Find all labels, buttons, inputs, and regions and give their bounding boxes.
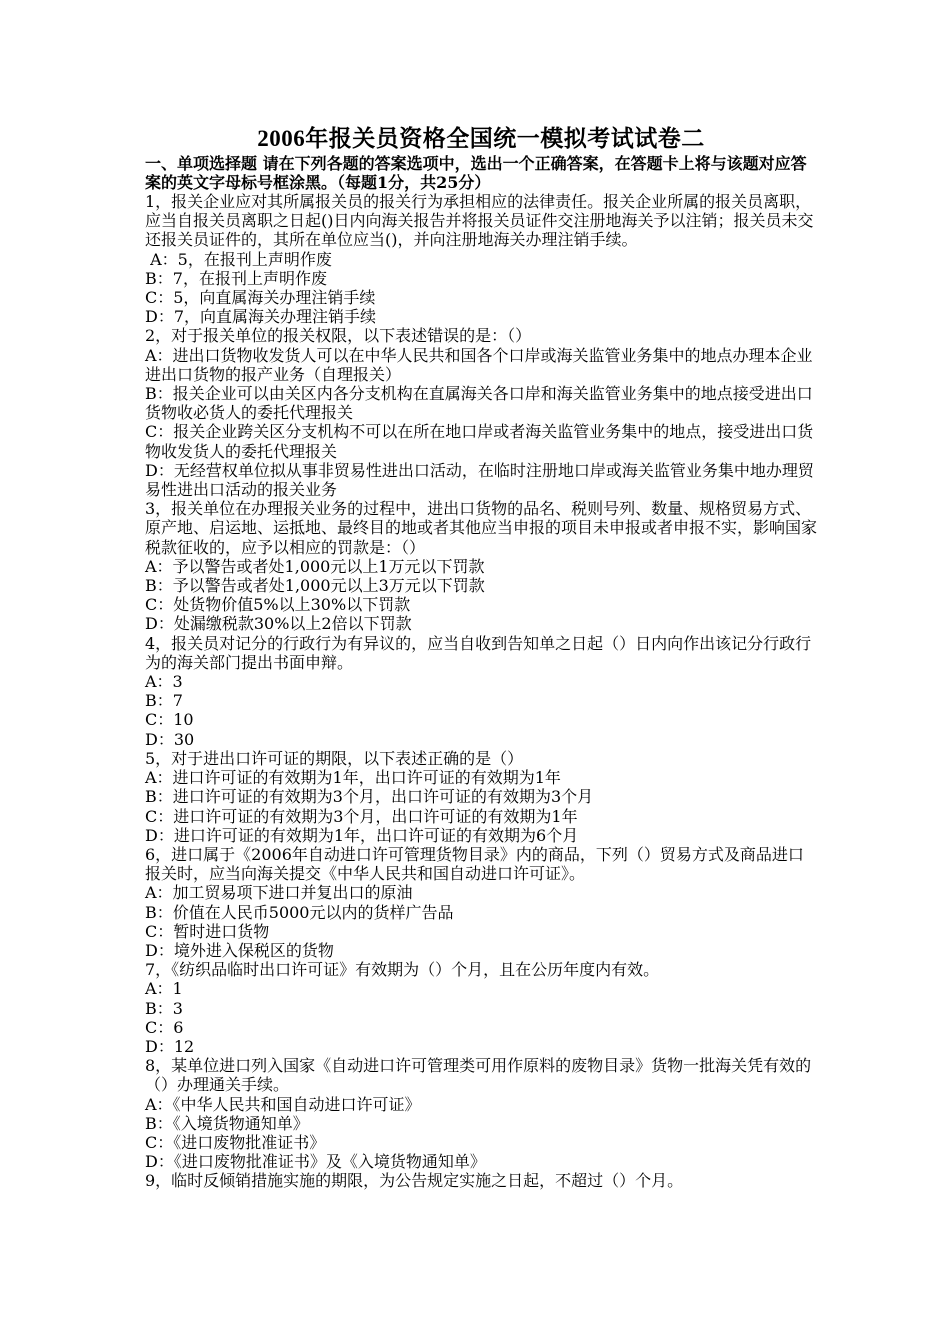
question-stem: 7，《纺织品临时出口许可证》有效期为（）个月，且在公历年度内有效。 xyxy=(145,960,660,980)
answer-option: B：报关企业可以由关区内各分支机构在直属海关各口岸和海关监管业务集中的地点接受进出口货物收必货人的委托代理报关 xyxy=(145,384,813,423)
question-8 xyxy=(145,1056,817,1171)
answer-option: C：报关企业跨关区分支机构不可以在所在地口岸或者海关监管业务集中的地点，接受进出口货物收发货人的委托代理报关 xyxy=(145,422,814,461)
document-title: 2006年报关员资格全国统一模拟考试试卷二 xyxy=(257,126,705,151)
question-stem: 3，报关单位在办理报关业务的过程中，进出口货物的品名、税则号列、数量、规格贸易方式、原产地、启运地、运抵地、最终目的地或者其他应当申报的项目未申报或者申报不实，影响国家税款征收的，应予以相应的罚款是：（） xyxy=(145,499,818,557)
answer-option: A：5，在报刊上声明作废 xyxy=(145,249,332,269)
answer-option: B：3 xyxy=(145,998,183,1018)
question-6 xyxy=(145,845,817,960)
question-list xyxy=(145,192,817,1191)
answer-option: B：《入境货物通知单》 xyxy=(145,1113,309,1133)
answer-option: B：7，在报刊上声明作废 xyxy=(145,268,327,288)
answer-option: C：6 xyxy=(145,1017,184,1037)
question-stem: 6，进口属于《2006年自动进口许可管理货物目录》内的商品，下列（）贸易方式及商品进口报关时，应当向海关提交《中华人民共和国自动进口许可证》。 xyxy=(145,844,804,884)
answer-option: C：5，向直属海关办理注销手续 xyxy=(145,288,376,308)
question-2 xyxy=(145,326,817,499)
question-4 xyxy=(145,634,817,749)
question-stem: 4，报关员对记分的行政行为有异议的，应当自收到告知单之日起（）日内向作出该记分行政行为的海关部门提出书面申辩。 xyxy=(145,633,812,672)
answer-option: D：无经营权单位拟从事非贸易性进出口活动，在临时注册地口岸或海关监管业务集中地办理贸易性进出口活动的报关业务 xyxy=(145,460,814,500)
answer-option: D：30 xyxy=(145,729,195,749)
answer-option: A：进出口货物收发货人可以在中华人民共和国各个口岸或海关监管业务集中的地点办理本企业进出口货物的报产业务（自理报关） xyxy=(145,345,813,384)
question-stem: 2，对于报关单位的报关权限，以下表述错误的是：（） xyxy=(145,326,532,346)
answer-option: A：3 xyxy=(145,672,183,692)
answer-option: A：1 xyxy=(145,979,183,999)
question-stem: 1，报关企业应对其所属报关员的报关行为承担相应的法律责任。报关企业所属的报关员离职，应当自报关员离职之日起()日内向海关报告并将报关员证件交注册地海关予以注销；报关员未交还报关员证件的，其所在单位应当()，并向注册地海关办理注销手续。 xyxy=(145,192,814,250)
question-9 xyxy=(145,1171,817,1190)
question-stem: 5，对于进出口许可证的期限，以下表述正确的是（） xyxy=(145,748,524,768)
answer-option: D：进口许可证的有效期为1年，出口许可证的有效期为6个月 xyxy=(145,825,579,845)
question-3 xyxy=(145,499,817,633)
question-5 xyxy=(145,749,817,845)
answer-option: C：暂时进口货物 xyxy=(145,921,270,941)
answer-option: D：境外进入保税区的货物 xyxy=(145,940,334,960)
answer-option: B：予以警告或者处1,000元以上3万元以下罚款 xyxy=(145,576,485,596)
answer-option: D：处漏缴税款30%以上2倍以下罚款 xyxy=(145,614,412,634)
answer-option: B：进口许可证的有效期为3个月，出口许可证的有效期为3个月 xyxy=(145,787,594,807)
answer-option: C：《进口废物批准证书》 xyxy=(145,1132,326,1152)
answer-option: B：7 xyxy=(145,691,183,711)
question-7 xyxy=(145,960,817,1056)
answer-option: D：7，向直属海关办理注销手续 xyxy=(145,307,377,327)
answer-option: C：10 xyxy=(145,710,194,730)
answer-option: B：价值在人民币5000元以内的货样广告品 xyxy=(145,902,454,922)
answer-option: D：12 xyxy=(145,1036,195,1056)
answer-option: A：进口许可证的有效期为1年，出口许可证的有效期为1年 xyxy=(145,768,561,788)
answer-option: C：进口许可证的有效期为3个月，出口许可证的有效期为1年 xyxy=(145,806,578,826)
question-1 xyxy=(145,192,817,326)
question-stem: 8，某单位进口列入国家《自动进口许可管理类可用作原料的废物目录》货物一批海关凭有效的（）办理通关手续。 xyxy=(145,1056,812,1095)
section-heading: 一、单项选择题 请在下列各题的答案选项中，选出一个正确答案，在答题卡上将与该题对应答案的英文字母标号框涂黑。（每题1分，共25分） xyxy=(145,154,807,192)
document-page xyxy=(145,124,817,1191)
answer-option: A：《中华人民共和国自动进口许可证》 xyxy=(145,1094,421,1114)
answer-option: A：加工贸易项下进口并复出口的原油 xyxy=(145,883,413,903)
answer-option: A：予以警告或者处1,000元以上1万元以下罚款 xyxy=(145,556,485,576)
question-stem: 9，临时反倾销措施实施的期限，为公告规定实施之日起，不超过（）个月。 xyxy=(145,1171,684,1191)
answer-option: C：处货物价值5%以上30%以下罚款 xyxy=(145,595,411,615)
answer-option: D：《进口废物批准证书》及《入境货物通知单》 xyxy=(145,1152,486,1172)
